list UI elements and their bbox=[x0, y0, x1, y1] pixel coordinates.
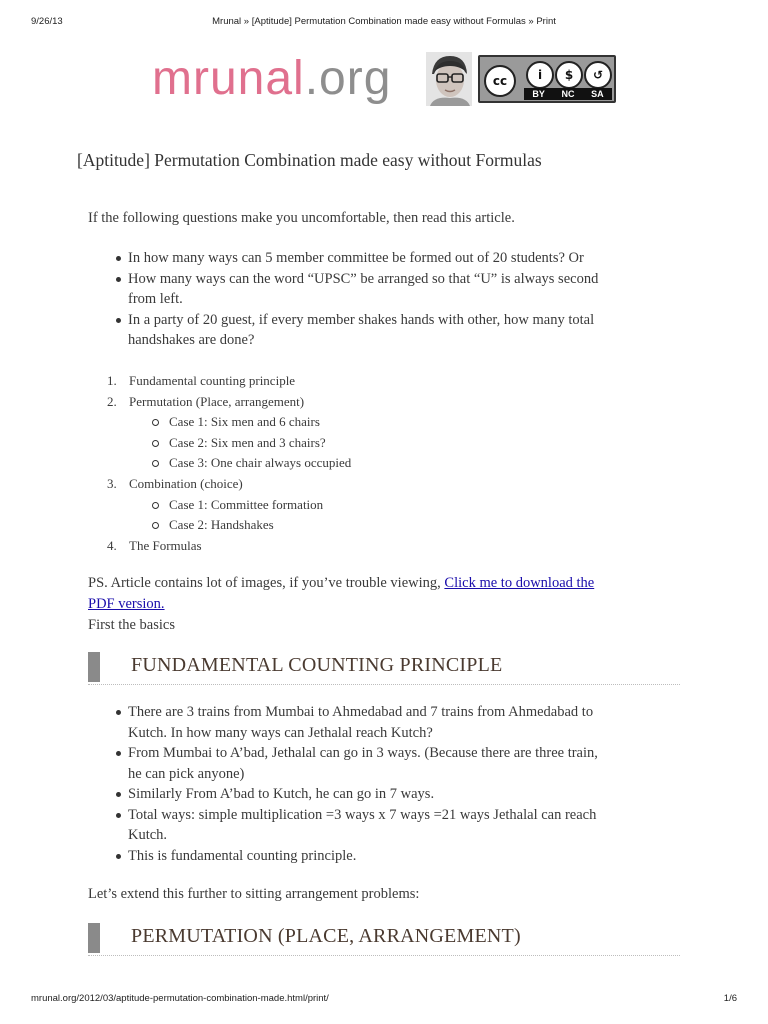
list-item-line: Total ways: simple multiplication =3 ways x 7 ways =21 ways Jethalal can reach bbox=[128, 806, 597, 823]
list-item bbox=[88, 743, 688, 784]
author-portrait bbox=[426, 52, 472, 106]
section-heading-text: FUNDAMENTAL COUNTING PRINCIPLE bbox=[131, 654, 503, 676]
list-item-line: Kutch. In how many ways can Jethalal reach Kutch? bbox=[128, 724, 433, 741]
pdf-download-link-cont[interactable]: PDF version. bbox=[88, 596, 165, 612]
list-item bbox=[88, 784, 688, 805]
basics-text: First the basics bbox=[88, 617, 175, 633]
intro-paragraph: If the following questions make you uncomfortable, then read this article. bbox=[88, 210, 515, 226]
license-label-by: BY bbox=[532, 89, 545, 99]
toc-item bbox=[88, 536, 588, 557]
cc-icon: cc bbox=[484, 65, 516, 97]
toc-number: 3. bbox=[107, 475, 117, 491]
logo-tld: .org bbox=[304, 52, 392, 105]
list-item bbox=[88, 310, 688, 351]
toc-number: 1. bbox=[107, 373, 117, 388]
license-label-nc: NC bbox=[561, 89, 575, 99]
license-labels bbox=[524, 88, 612, 100]
ps-text: PS. Article contains lot of images, if you’ve trouble viewing, bbox=[88, 575, 445, 591]
list-item-line: From Mumbai to A’bad, Jethalal can go in 3 ways. (Because there are three train, bbox=[128, 745, 598, 761]
extend-paragraph: Let’s extend this further to sitting arrangement problems: bbox=[88, 886, 420, 902]
pdf-download-link[interactable]: Click me to download the bbox=[444, 575, 595, 591]
list-item-line: This is fundamental counting principle. bbox=[128, 847, 357, 864]
toc-item bbox=[88, 474, 588, 536]
print-header bbox=[0, 16, 768, 30]
toc-item bbox=[88, 371, 588, 392]
list-item-line: he can pick anyone) bbox=[128, 765, 245, 782]
fundamental-bullets bbox=[88, 702, 688, 866]
toc-label: Combination (choice) bbox=[129, 475, 243, 491]
question-list bbox=[88, 248, 688, 351]
toc-number: 2. bbox=[107, 393, 117, 409]
list-item-line: from left. bbox=[128, 291, 183, 307]
toc-item bbox=[88, 392, 588, 474]
print-page-number: 1/6 bbox=[723, 993, 737, 1004]
section-heading-fundamental bbox=[88, 652, 680, 685]
sharealike-icon: ↺ bbox=[584, 61, 612, 89]
site-logo[interactable] bbox=[152, 52, 391, 106]
list-item bbox=[88, 248, 688, 269]
toc-number: 4. bbox=[107, 537, 117, 553]
article-title: [Aptitude] Permutation Combination made easy without Formulas bbox=[77, 150, 542, 170]
license-label-sa: SA bbox=[591, 89, 604, 99]
print-date: 9/26/13 bbox=[31, 16, 63, 27]
toc-sublist bbox=[129, 412, 588, 474]
section-marker bbox=[88, 652, 100, 682]
list-item bbox=[88, 269, 688, 310]
print-url: mrunal.org/2012/03/aptitude-permutation-combination-made.html/print/ bbox=[31, 993, 329, 1004]
toc-subitem: Case 1: Six men and 6 chairs bbox=[129, 412, 588, 433]
list-item-line: Similarly From A’bad to Kutch, he can go in 7 ways. bbox=[128, 786, 435, 802]
table-of-contents bbox=[88, 371, 588, 556]
toc-subitem: Case 2: Six men and 3 chairs? bbox=[129, 433, 588, 454]
print-page-title: Mrunal » [Aptitude] Permutation Combination made easy without Formulas » Print bbox=[212, 16, 556, 27]
toc-subitem: Case 2: Handshakes bbox=[129, 515, 588, 536]
noncommercial-icon: $ bbox=[555, 61, 583, 89]
list-item bbox=[88, 846, 688, 867]
section-marker bbox=[88, 923, 100, 953]
toc-sublist bbox=[129, 495, 588, 536]
list-item-line: How many ways can the word “UPSC” be arranged so that “U” is always second bbox=[128, 270, 599, 287]
list-item bbox=[88, 805, 688, 846]
list-item-line: Kutch. bbox=[128, 827, 168, 843]
toc-label: Permutation (Place, arrangement) bbox=[129, 393, 305, 409]
section-heading-permutation bbox=[88, 923, 680, 956]
toc-subitem: Case 1: Committee formation bbox=[129, 495, 588, 516]
list-item-line: handshakes are done? bbox=[128, 332, 255, 348]
toc-label: Fundamental counting principle bbox=[129, 373, 296, 388]
ps-paragraph bbox=[88, 573, 594, 636]
creative-commons-badge[interactable] bbox=[478, 55, 616, 103]
toc-label: The Formulas bbox=[129, 537, 202, 553]
section-heading-text: PERMUTATION (PLACE, ARRANGEMENT) bbox=[131, 925, 521, 947]
toc-subitem: Case 3: One chair always occupied bbox=[129, 453, 588, 474]
list-item-line: There are 3 trains from Mumbai to Ahmedabad and 7 trains from Ahmedabad to bbox=[128, 704, 594, 720]
logo-brand: mrunal bbox=[152, 52, 305, 105]
list-item-line: In how many ways can 5 member committee be formed out of 20 students? Or bbox=[128, 250, 584, 266]
list-item bbox=[88, 702, 688, 743]
list-item-line: In a party of 20 guest, if every member shakes hands with other, how many total bbox=[128, 311, 595, 328]
attribution-icon: i bbox=[526, 61, 554, 89]
